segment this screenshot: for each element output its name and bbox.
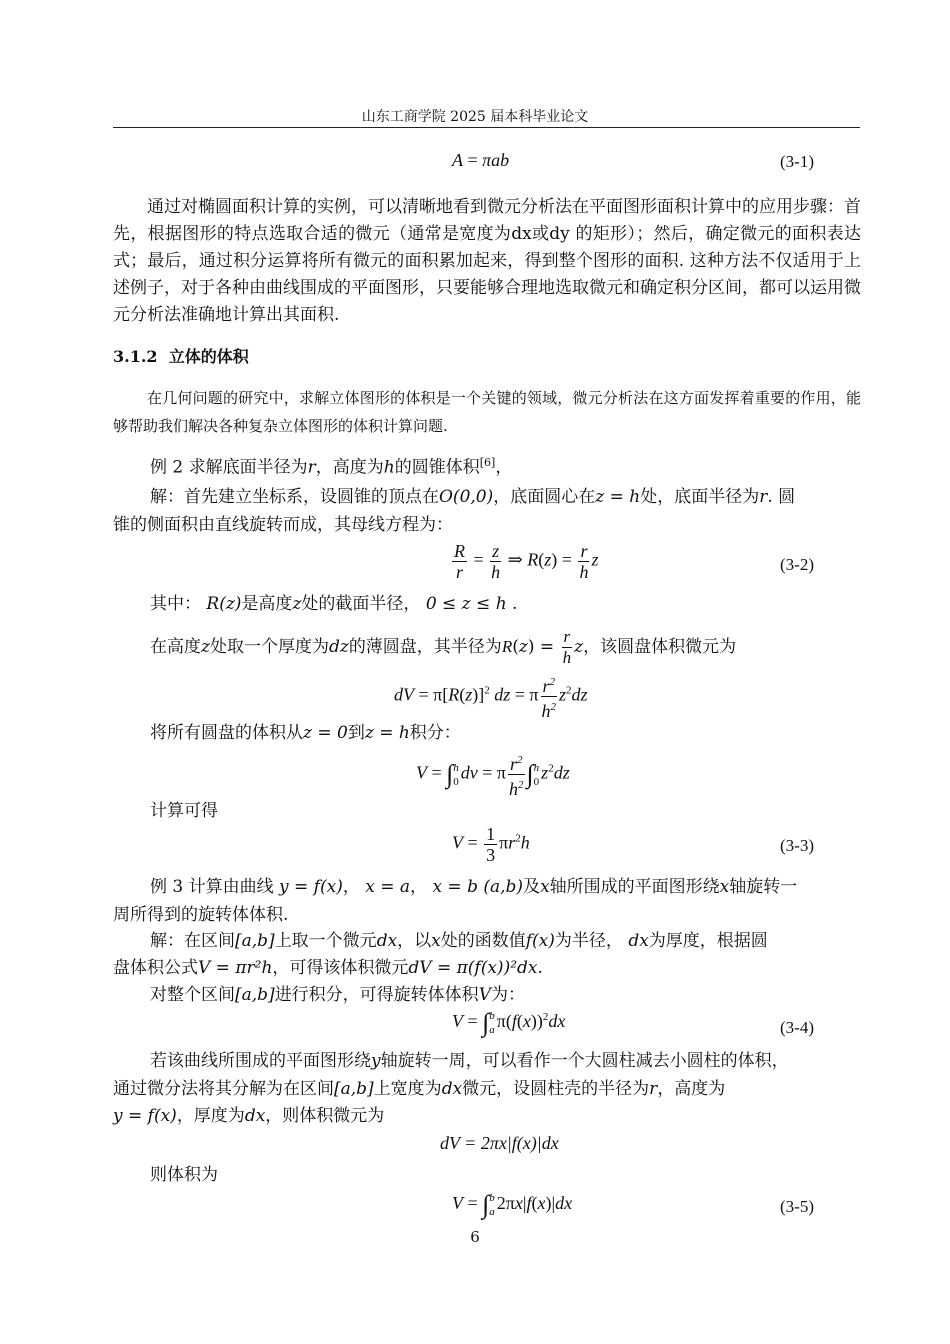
- where-d: .: [512, 594, 518, 614]
- para-y-line3: [113, 1103, 384, 1129]
- where-c: 处的截面半径，: [301, 594, 421, 614]
- py-y: y: [371, 1051, 381, 1071]
- integrate-zh: z = h: [364, 723, 410, 743]
- py-dx: dx: [441, 1079, 463, 1099]
- ex3-xb: x = b: [432, 877, 478, 897]
- computed-text: 计算可得: [150, 801, 218, 821]
- disk-d: ，该圆盘体积微元为: [583, 637, 737, 657]
- solution3-line2: [113, 955, 543, 981]
- ex3-x: x: [540, 877, 550, 897]
- py-d: 上宽度为: [373, 1079, 442, 1099]
- sol3-dx2: dx: [628, 931, 649, 951]
- sol3-g: 盘体积公式: [113, 958, 198, 978]
- disk-b: 处取一个厚度为: [209, 637, 329, 657]
- ex3-interval: (a,b): [483, 877, 524, 897]
- sol3-c: ，以: [397, 931, 432, 951]
- ex3-xa: x = a: [365, 877, 411, 897]
- py-a: 若该曲线所围成的平面图形绕: [150, 1051, 371, 1071]
- eq34-number: (3-4): [780, 1018, 814, 1037]
- ex3-yfx: y = f(x): [279, 877, 343, 897]
- py-b: 轴旋转一周，可以看作一个大圆柱减去小圆柱的体积，: [380, 1051, 789, 1071]
- ex3-d: 轴旋转一: [729, 877, 798, 897]
- whole-interval-line: [150, 982, 525, 1008]
- section-heading: [113, 344, 249, 367]
- equation-3-3: V = $\frac{1}{3}$ $\pi r^2h$: [452, 824, 530, 865]
- header-rule: [113, 127, 860, 128]
- disk-volume-element: dV = $\pi[R(z)]^2$ dz = π $\frac{r^2}{h^2}$ $z^2dz$: [394, 672, 588, 721]
- sol2-r: r: [759, 487, 768, 507]
- equation-3-1: A = πab: [452, 150, 510, 170]
- example2-label: 例 2: [150, 457, 184, 478]
- paragraph-volume-intro: 在几何问题的研究中，求解立体图形的体积是一个关键的领域，微元分析法在这方面发挥着重要的作用，能够帮助我们解决各种复杂立体图形的体积计算问题.: [113, 389, 861, 435]
- integrate-c: 积分：: [409, 723, 461, 743]
- sol2-text-c: 处，底面半径为: [640, 487, 760, 507]
- py-e: 微元，设圆柱壳的半径为: [462, 1079, 650, 1099]
- disk-c: 的薄圆盘，其半径为: [348, 637, 502, 657]
- example3-line2: 周所得到的旋转体体积.: [113, 905, 289, 925]
- sol3-interval: [a,b]: [235, 931, 275, 951]
- where-b: 是高度: [241, 594, 293, 614]
- equation-3-5: V = ∫ b a 2πx|f(x)|dx: [452, 1190, 573, 1219]
- solution2-line1: [150, 484, 795, 510]
- sol2-text-d: . 圆: [767, 487, 796, 507]
- ex3-c: 轴所围成的平面图形绕: [549, 877, 720, 897]
- integrate-b: 到: [347, 723, 365, 743]
- example3-line1: 例 3 计算由曲线 y = f(x)， x = a， x = b (a,b)及x轴所围成的平面图形绕x轴旋转一: [150, 877, 798, 897]
- then-volume-text: 则体积为: [150, 1165, 218, 1185]
- para-y-line2: [113, 1076, 725, 1102]
- disk-a: 在高度: [150, 637, 201, 657]
- sol3-h: ，可得该体积微元: [272, 958, 409, 978]
- disk-dz: dz: [328, 637, 349, 657]
- section-title: 立体的体积: [168, 347, 249, 366]
- sol3-dx: dx: [376, 931, 398, 951]
- equation-3-4: V = ∫ b a $\pi(f(x))^2dx$: [452, 1008, 566, 1037]
- eq33-number: (3-3): [780, 836, 814, 855]
- whole-interval: [a,b]: [235, 985, 275, 1005]
- sol3-b: 上取一个微元: [274, 931, 377, 951]
- sol3-dv: dV = π(f(x))²dx: [408, 958, 538, 978]
- py-h: ，则体积微元为: [265, 1106, 385, 1126]
- py-c: 通过微分法将其分解为在区间: [113, 1079, 334, 1099]
- eq32-number: (3-2): [780, 555, 814, 574]
- sol2-text-a: 解：首先建立坐标系，设圆锥的顶点在: [150, 487, 439, 507]
- eq31-lhs: A: [452, 150, 463, 170]
- eq31-number: (3-1): [780, 152, 814, 171]
- example2-text-c: 的圆锥体积: [394, 457, 480, 478]
- py-r: r: [649, 1079, 658, 1099]
- example2-text-a: 求解底面半径为: [188, 457, 308, 478]
- para-y-line1: [150, 1048, 789, 1074]
- where-line: [150, 591, 517, 617]
- sol3-a: 解：在区间: [150, 931, 235, 951]
- where-range: 0 ≤ z ≤ h: [425, 594, 507, 614]
- whole-a: 对整个区间: [150, 985, 235, 1005]
- sol3-e: 为半径，: [554, 931, 623, 951]
- eq31-rhs: πab: [482, 150, 510, 170]
- example-2-statement: [150, 450, 512, 481]
- disk-line: 在高度z处取一个厚度为dz的薄圆盘，其半径为R(z) = $\frac{r}{h}$ z，该圆盘体积微元为: [150, 627, 737, 667]
- sol3-fx: f(x): [525, 931, 555, 951]
- section-number: 3.1.2: [113, 347, 158, 366]
- sol2-text-b: ，底面圆心在: [493, 487, 596, 507]
- py-interval: [a,b]: [334, 1079, 374, 1099]
- where-rz: R(z): [206, 594, 242, 614]
- whole-b: 进行积分，可得旋转体体积: [274, 985, 479, 1005]
- example2-text-d: ，: [495, 457, 513, 478]
- sol3-f: 为厚度，根据圆: [648, 931, 768, 951]
- ex3-b: 及: [523, 877, 541, 897]
- solution2-line2: 锥的侧面积由直线旋转而成，其母线方程为：: [113, 515, 453, 535]
- example2-h: h: [383, 457, 395, 478]
- disk-z: z: [201, 637, 210, 657]
- ex3-a: 例 3 计算由曲线: [150, 877, 274, 897]
- whole-c: 为：: [490, 985, 525, 1005]
- eq35-number: (3-5): [780, 1197, 814, 1216]
- integrate-z0: z = 0: [303, 723, 348, 743]
- py-g: ，厚度为: [176, 1106, 245, 1126]
- example2-text-b: ，高度为: [315, 457, 384, 478]
- example2-r: r: [307, 457, 316, 478]
- paragraph-area-summary: 通过对椭圆面积计算的实例，可以清晰地看到微元分析法在平面图形面积计算中的应用步骤：首先，根据图形的特点选取合适的微元（通常是宽度为dx或dy 的矩形）；然后，确定微元的面积表达式；最后，通过积分运算将所有微元的面积累加起来，得到整个图形的面积. 这种方法不仅适用于上述例子，对于各种由曲线围成的平面图形，只要能够合理地选取微元和确定积分区间，都可以运用微元分析法准确地计算出其面积.: [113, 197, 861, 325]
- solution3-line1: [150, 928, 768, 954]
- shell-volume-element: dV = 2πx|f(x)|dx: [440, 1133, 559, 1153]
- citation[interactable]: [6]: [479, 456, 496, 469]
- ex3-x2: x: [719, 877, 730, 897]
- sol3-formula: V = πr²h: [198, 958, 273, 978]
- where-z: z: [292, 594, 302, 614]
- whole-V: V: [478, 985, 491, 1005]
- page-number: 6: [470, 1228, 480, 1246]
- sol2-zh: z = h: [595, 487, 641, 507]
- running-header: 山东工商学院 2025 届本科毕业论文: [361, 109, 589, 125]
- sol3-x: x: [431, 931, 441, 951]
- equation-3-2: $\frac{R}{r}$ = $\frac{z}{h}$ ⇒ R(z) = $\frac{r}{h}$ z: [454, 541, 599, 582]
- integrate-a: 将所有圆盘的体积从: [150, 723, 303, 743]
- sol2-origin: O(0,0): [439, 487, 494, 507]
- integrate-line: [150, 720, 461, 746]
- py-dx2: dx: [244, 1106, 266, 1126]
- sol3-d: 处的函数值: [440, 931, 526, 951]
- where-a: 其中：: [150, 594, 201, 614]
- py-f: ，高度为: [657, 1079, 726, 1099]
- py-yfx: y = f(x): [113, 1106, 177, 1126]
- volume-integral: V = ∫ h 0 dv = π $\frac{r^2}{h^2}$ ∫ h 0 $z^2dz$: [416, 750, 570, 799]
- sol3-i: .: [537, 958, 543, 978]
